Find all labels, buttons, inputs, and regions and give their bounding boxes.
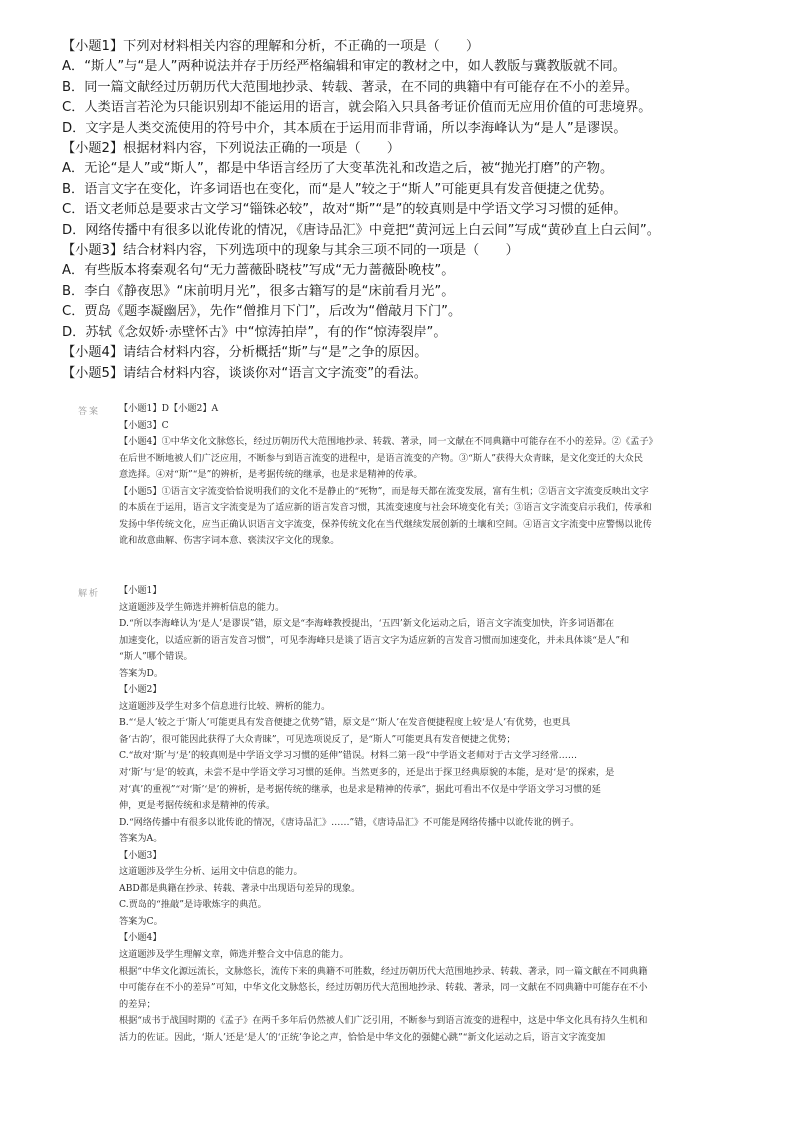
analysis-line: 备‘古韵’，很可能因此获得了大众青睐”，可见选项说反了，是“斯人”可能更具有发音便捷之优势；: [119, 733, 516, 745]
analysis-line: 【小题3】: [119, 849, 162, 861]
question-line: D．文字是人类交流使用的符号中介，其本质在于运用而非背诵，所以李海峰认为“是人”是谬误。: [62, 120, 627, 136]
analysis-line: ABD都是典籍在抄录、转载、著录中出现语句差异的现象。: [119, 882, 361, 894]
analysis-line: B.“‘是人’较之于‘斯人’可能更具有发音便捷之优势”错，原文是“‘斯人’在发音便捷程度上较‘是人’有优势，也更具: [119, 717, 571, 729]
answer-line: 在后世不断地被人们广泛应用，不断参与到语言流变的进程中，是语言流变的产物。③“斯人”获得大众青睐，是文化变迁的大众民: [119, 452, 643, 464]
analysis-line: 对‘真’的重视”“对‘斯’‘是’的辨析，是考据传统的继承，也是求是精神的传承”，据此可看出不仅是中学语文学习习惯的延: [119, 783, 601, 795]
analysis-line: 加速变化，以适应新的语言发音习惯”，可见李海峰只是谈了语言文字为适应新的言发音习惯而加速变化，并未具体谈“是人”和: [119, 634, 630, 646]
question-line: C．贾岛《题李凝幽居》，先作“僧推月下门”，后改为“僧敲月下门”。: [62, 304, 462, 320]
answer-line: 发扬中华传统文化，应当正确认识语言文字流变，保养传统文化在当代继续发展创新的土壤和空间。④语言文字流变中应警惕以讹传: [119, 518, 652, 530]
analysis-line: 的差异；: [119, 998, 156, 1010]
answer-line: 【小题4】①中华文化文脉悠长，经过历朝历代大范围地抄录、转载、著录，同一文献在不同典籍中可能存在不小的差异。②《孟子》: [119, 436, 658, 448]
analysis-line: 这道题涉及学生理解文章，筛选并整合文中信息的能力。: [119, 949, 349, 961]
question-line: A．无论“是人”或“斯人”，都是中华语言经历了大变革洗礼和改造之后，被“抛光打磨”的产物。: [62, 161, 614, 177]
answer-line: 【小题5】①语言文字流变恰恰说明我们的文化不是静止的“死物”，而是每天都在流变发展，富有生机；②语言文字流变反映出文字: [119, 485, 649, 497]
question-line: A．“斯人”与“是人”两种说法并存于历经严格编辑和审定的教材之中，如人教版与冀教版就不同。: [62, 59, 626, 75]
answer-line: 的本质在于运用，语言文字流变是为了适应新的语言发音习惯，其流变速度与社会环境变化有关；③语言文字流变启示我们，传承和: [119, 502, 652, 514]
question-line: 【小题3】结合材料内容，下列选项中的现象与其余三项不同的一项是（ ）: [62, 243, 519, 259]
analysis-line: 答案为D。: [119, 667, 164, 679]
question-line: B．同一篇文献经过历朝历代大范围地抄录、转载、著录，在不同的典籍中有可能存在不小的差异。: [62, 79, 639, 95]
answer-tag: 答案: [78, 407, 101, 417]
analysis-line: “斯人”哪个错误。: [119, 651, 193, 663]
analysis-line: D.“网络传播中有很多以讹传讹的情况，《唐诗品汇》……”错，《唐诗品汇》不可能是网络传播中以讹传讹的例子。: [119, 816, 580, 828]
analysis-line: 这道题涉及学生对多个信息进行比较、辨析的能力。: [119, 700, 331, 712]
analysis-line: 伸，更是考据传统和求是精神的传承。: [119, 800, 276, 812]
analysis-line: D.“所以李海峰认为‘是人’是谬误”错，原文是“李海峰教授提出，‘五四’新文化运动之后，语言文字流变加快，许多词语都在: [119, 618, 615, 630]
analysis-line: 根据“中华文化源远流长，文脉悠长，流传下来的典籍不可胜数，经过历朝历代大范围地抄录、转载、著录，同一篇文献在不同典籍: [119, 965, 648, 977]
answer-line: 讹和故意曲解、伤害字词本意、亵渎汉字文化的现象。: [119, 535, 340, 547]
question-line: C．语文老师总是要求古文学习“锱铢必较”，故对“斯”“是”的较真则是中学语文学习习惯的延伸。: [62, 202, 627, 218]
analysis-line: 【小题2】: [119, 684, 162, 696]
analysis-line: 根据“成书于战国时期的《孟子》在两千多年后仍然被人们广泛引用，不断参与到语言流变的进程中，这是中华文化具有持久生机和: [119, 1015, 648, 1027]
analysis-line: 【小题1】: [119, 585, 162, 596]
analysis-line: 中可能存在不小的差异”可知，中华文化文脉悠长，经过历朝历代大范围地抄录、转载、著录，同一文献在不同典籍中可能存在不小: [119, 982, 648, 994]
question-line: 【小题2】根据材料内容，下列说法正确的一项是（ ）: [62, 141, 401, 157]
analysis-line: 这道题涉及学生分析、运用文中信息的能力。: [119, 866, 303, 878]
analysis-line: 【小题4】: [119, 932, 162, 944]
question-line: A．有些版本将秦观名句“无力蔷薇卧晓枝”写成“无力蔷薇卧晚枝”。: [62, 263, 455, 279]
question-line: 【小题4】请结合材料内容，分析概括“斯”与“是”之争的原因。: [62, 345, 428, 361]
analysis-line: 答案为A。: [119, 833, 163, 845]
answer-line: 意选择。④对“斯”“是”的辨析，是考据传统的继承，也是求是精神的传承。: [119, 469, 423, 481]
analysis-line: 这道题涉及学生筛选并辨析信息的能力。: [119, 601, 285, 613]
analysis-line: 对‘斯’与‘是’的较真，未尝不是中学语文学习习惯的延伸。当然更多的，还是出于探卫经典原貌的本能，是对‘是’的探索，是: [119, 767, 615, 779]
answer-line: 【小题3】C: [119, 419, 169, 431]
question-line: D．苏轼《念奴娇·赤壁怀古》中“惊涛拍岸”，有的作“惊涛裂岸”。: [62, 324, 447, 340]
question-line: 【小题5】请结合材料内容，谈谈你对“语言文字流变”的看法。: [62, 365, 427, 381]
analysis-line: C.贾岛的“推敲”是诗歌炼字的典范。: [119, 899, 267, 911]
question-line: C．人类语言若沦为只能识别却不能运用的语言，就会陷入只具备考证价值而无应用价值的可悲境界。: [62, 100, 652, 116]
question-line: B．语言文字在变化，许多词语也在变化，而“是人”较之于“斯人”可能更具有发音便捷之优势。: [62, 181, 613, 197]
question-line: B．李白《静夜思》“床前明月光”，很多古籍写的是“床前看月光”。: [62, 283, 455, 299]
question-line: 【小题1】下列对材料相关内容的理解和分析，不正确的一项是（ ）: [62, 39, 480, 54]
question-line: D．网络传播中有很多以讹传讹的情况，《唐诗品汇》中竟把“黄河远上白云间”写成“黄砂直上白云间”。: [62, 222, 660, 238]
analysis-section: [119, 583, 713, 1046]
analysis-line: 活力的佐证。因此，‘斯人’还是‘是人’的‘正统’争论之声，恰恰是中华文化的强健心跳”“新文化运动之后，语言文字流变加: [119, 1031, 606, 1043]
analysis-line: 答案为C。: [119, 915, 163, 927]
answer-section: [119, 401, 713, 550]
analysis-tag: 解析: [78, 589, 101, 599]
answer-line: 【小题1】D【小题2】A: [119, 403, 219, 414]
analysis-line: C.“故对‘斯’与‘是’的较真则是中学语文学习习惯的延伸”错误。材料二第一段“中学语文老师对于古文学习经常……: [119, 750, 578, 762]
question-list: [62, 37, 762, 384]
